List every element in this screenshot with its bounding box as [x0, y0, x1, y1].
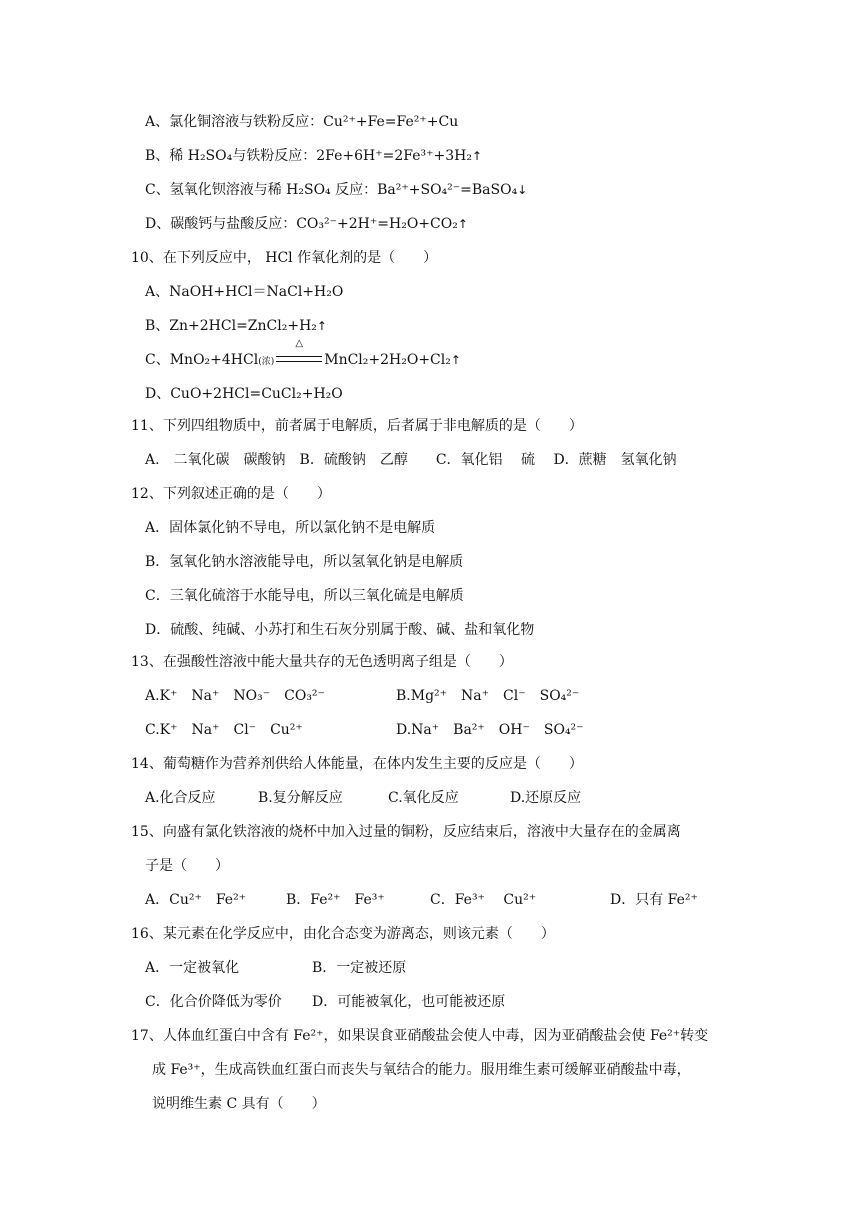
q14-option-d: D.还原反应: [510, 790, 582, 806]
q15-option-c: C．Fe³⁺ Cu²⁺: [430, 892, 537, 908]
q10-option-a: A、NaOH+HCl＝NaCl+H₂O: [145, 284, 344, 300]
q16-option-b: B．一定被还原: [312, 960, 407, 976]
q14-option-a: A.化合反应: [145, 790, 216, 806]
q13-option-b: B.Mg²⁺ Na⁺ Cl⁻ SO₄²⁻: [396, 688, 580, 704]
concentrated-label: (浓): [258, 357, 275, 367]
precipitate-arrow-icon: ↓: [517, 183, 528, 197]
q16-stem: 16、某元素在化学反应中，由化合态变为游离态，则该元素（ ）: [131, 926, 555, 942]
heat-triangle-icon: △: [295, 338, 304, 349]
q9-option-b: B、稀 H₂SO₄与铁粉反应：2Fe+6H⁺=2Fe³⁺+3H₂↑: [145, 148, 483, 164]
q15-option-b: B．Fe²⁺ Fe³⁺: [286, 892, 385, 908]
q10-option-b: B、Zn+2HCl=ZnCl₂+H₂↑: [145, 318, 327, 334]
q15-stem-line1: 15、向盛有氯化铁溶液的烧杯中加入过量的铜粉，反应结束后，溶液中大量存在的金属离: [131, 824, 681, 840]
q16-option-a: A．一定被氧化: [145, 960, 240, 976]
gas-arrow-icon: ↑: [450, 353, 461, 367]
q15-stem-line2: 子是（ ）: [145, 858, 229, 874]
q17-stem-line1: 17、人体血红蛋白中含有 Fe²⁺，如果误食亚硝酸盐会使人中毒，因为亚硝酸盐会使 Fe²⁺转变: [131, 1028, 709, 1044]
q10-option-c: C、MnO₂+4HCl(浓) △ MnCl₂+2H₂O+Cl₂↑: [145, 338, 461, 368]
q15-option-a: A．Cu²⁺ Fe²⁺: [145, 892, 247, 908]
q13-option-d: D.Na⁺ Ba²⁺ OH⁻ SO₄²⁻: [396, 722, 584, 738]
gas-arrow-icon: ↑: [471, 149, 483, 163]
q12-option-a: A．固体氯化钠不导电，所以氯化钠不是电解质: [145, 520, 436, 536]
q13-option-a: A.K⁺ Na⁺ NO₃⁻ CO₃²⁻: [145, 688, 325, 704]
q14-option-c: C.氧化反应: [388, 790, 459, 806]
q12-option-d: D．硫酸、纯碱、小苏打和生石灰分别属于酸、碱、盐和氧化物: [145, 622, 535, 638]
q17-stem-line3: 说明维生素 C 具有（ ）: [152, 1096, 326, 1112]
q10-option-d: D、CuO+2HCl=CuCl₂+H₂O: [145, 386, 343, 402]
q14-stem: 14、葡萄糖作为营养剂供给人体能量，在体内发生主要的反应是（ ）: [131, 756, 583, 772]
q12-option-b: B．氢氧化钠水溶液能导电，所以氢氧化钠是电解质: [145, 554, 464, 570]
q13-option-c: C.K⁺ Na⁺ Cl⁻ Cu²⁺: [145, 722, 303, 738]
q9-option-c: C、氢氧化钡溶液与稀 H₂SO₄ 反应：Ba²⁺+SO₄²⁻=BaSO₄↓: [145, 182, 528, 198]
q16-option-d: D．可能被氧化，也可能被还原: [312, 994, 506, 1010]
q9-option-d: D、碳酸钙与盐酸反应：CO₃²⁻+2H⁺=H₂O+CO₂↑: [145, 216, 468, 232]
q13-stem: 13、在强酸性溶液中能大量共存的无色透明离子组是（ ）: [131, 654, 513, 670]
gas-arrow-icon: ↑: [457, 217, 468, 231]
q14-option-b: B.复分解反应: [258, 790, 343, 806]
q11-options: A. 二氧化碳 碳酸钠 B．硫酸钠 乙醇 C．氧化铝 硫 D．蔗糖 氢氧化钠: [145, 452, 677, 468]
q11-stem: 11、下列四组物质中，前者属于电解质，后者属于非电解质的是（ ）: [131, 418, 583, 434]
q12-stem: 12、下列叙述正确的是（ ）: [131, 486, 331, 502]
heating-equals-sign: [274, 338, 324, 370]
gas-arrow-icon: ↑: [316, 319, 327, 333]
q17-stem-line2: 成 Fe³⁺，生成高铁血红蛋白而丧失与氧结合的能力。服用维生素可缓解亚硝酸盐中毒，: [152, 1062, 691, 1078]
q12-option-c: C．三氧化硫溶于水能导电，所以三氧化硫是电解质: [145, 588, 464, 604]
q9-option-a: A、氯化铜溶液与铁粉反应：Cu²⁺+Fe=Fe²⁺+Cu: [145, 114, 459, 130]
q16-option-c: C．化合价降低为零价: [145, 994, 282, 1010]
q15-option-d: D．只有 Fe²⁺: [610, 892, 698, 908]
q10-stem: 10、在下列反应中， HCl 作氧化剂的是（ ）: [131, 250, 438, 266]
